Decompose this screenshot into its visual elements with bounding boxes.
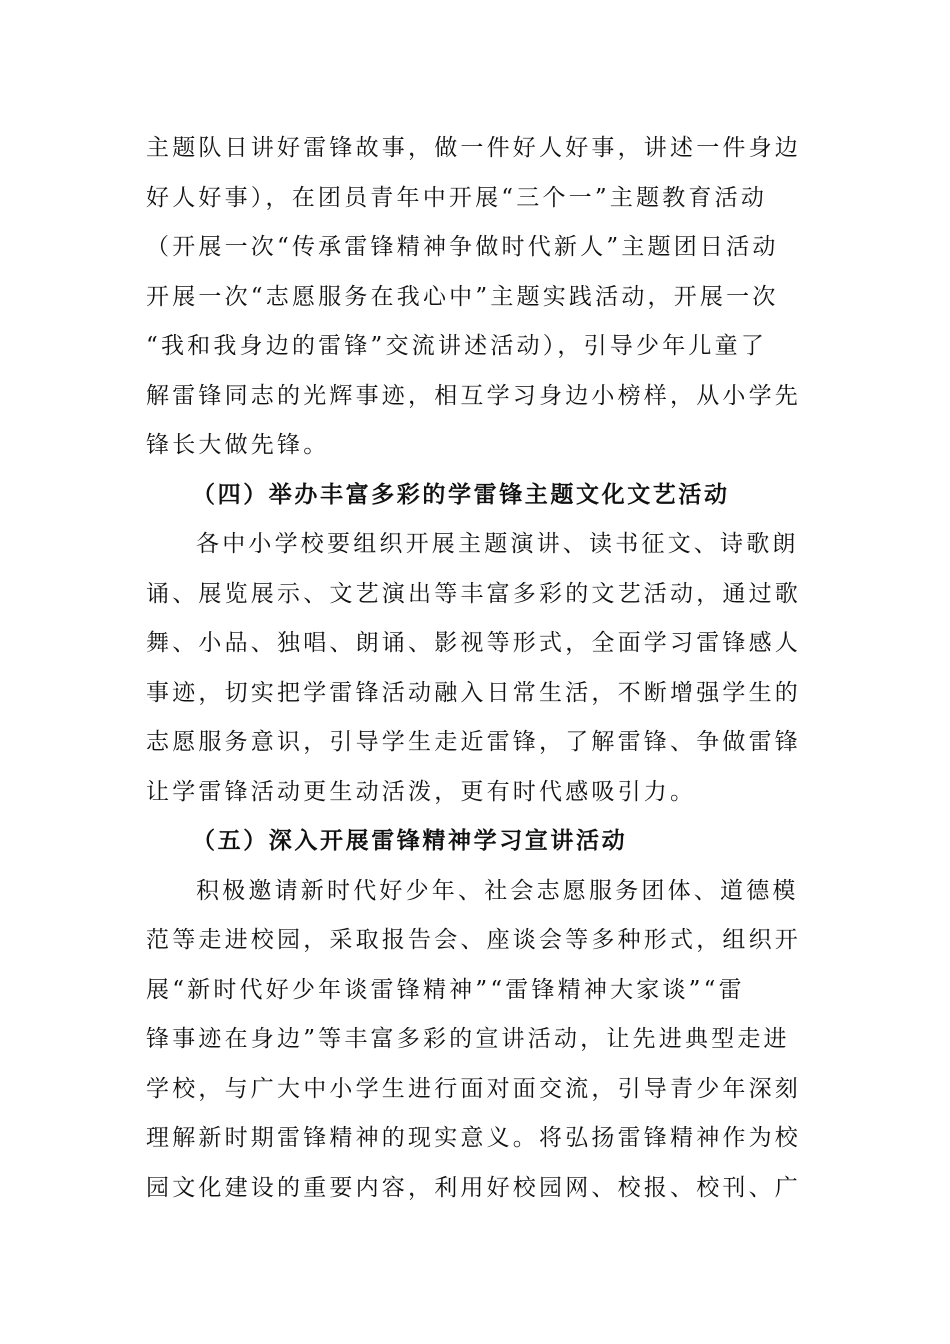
paragraph-intro — [146, 124, 806, 471]
paragraph-section-5 — [146, 867, 806, 1214]
text-line: 各中小学校要组织开展主题演讲、读书征文、诗歌朗 — [196, 531, 799, 557]
text-line: 舞、小品、独唱、朗诵、影视等形式，全面学习雷锋感人 — [146, 630, 801, 656]
text-line: 让学雷锋活动更生动活泼，更有时代感吸引力。 — [146, 778, 697, 805]
text-line: 园文化建设的重要内容，利用好校园网、校报、校刊、广 — [146, 1174, 801, 1201]
text-line: 范等走进校园，采取报告会、座谈会等多种形式，组织开 — [146, 927, 801, 953]
text-line: 锋长大做先锋。 — [146, 432, 330, 458]
text-line: （开展一次“传承雷锋精神争做时代新人”主题团日活动 — [146, 234, 779, 260]
text-line: 理解新时期雷锋精神的现实意义。将弘扬雷锋精神作为校 — [146, 1125, 801, 1151]
text-line: 开展一次“志愿服务在我心中”主题实践活动，开展一次 — [146, 283, 779, 310]
text-line: 好人好事），在团员青年中开展“三个一”主题教育活动 — [146, 184, 768, 211]
text-line: 学校，与广大中小学生进行面对面交流，引导青少年深刻 — [146, 1075, 801, 1102]
section-heading-5: （五）深入开展雷锋精神学习宣讲活动 — [192, 828, 628, 854]
text-line: 主题队日讲好雷锋故事，做一件好人好事，讲述一件身边 — [146, 135, 801, 161]
document-body — [146, 124, 806, 1213]
text-line: 锋事迹在身边”等丰富多彩的宣讲活动，让先进典型走进 — [146, 1026, 790, 1052]
section-heading-4: （四）举办丰富多彩的学雷锋主题文化文艺活动 — [192, 481, 730, 508]
text-line: “我和我身边的雷锋”交流讲述活动），引导少年儿童了 — [146, 333, 768, 359]
paragraph-section-4 — [146, 520, 806, 817]
text-line: 诵、展览展示、文艺演出等丰富多彩的文艺活动，通过歌 — [146, 580, 801, 607]
text-line: 志愿服务意识，引导学生走近雷锋，了解雷锋、争做雷锋 — [146, 729, 801, 755]
text-line: 积极邀请新时代好少年、社会志愿服务团体、道德模 — [196, 877, 799, 904]
text-line: 展“新时代好少年谈雷锋精神”“雷锋精神大家谈”“雷 — [146, 976, 745, 1003]
text-line: 事迹，切实把学雷锋活动融入日常生活，不断增强学生的 — [146, 679, 801, 706]
text-line: 解雷锋同志的光辉事迹，相互学习身边小榜样，从小学先 — [146, 382, 801, 409]
